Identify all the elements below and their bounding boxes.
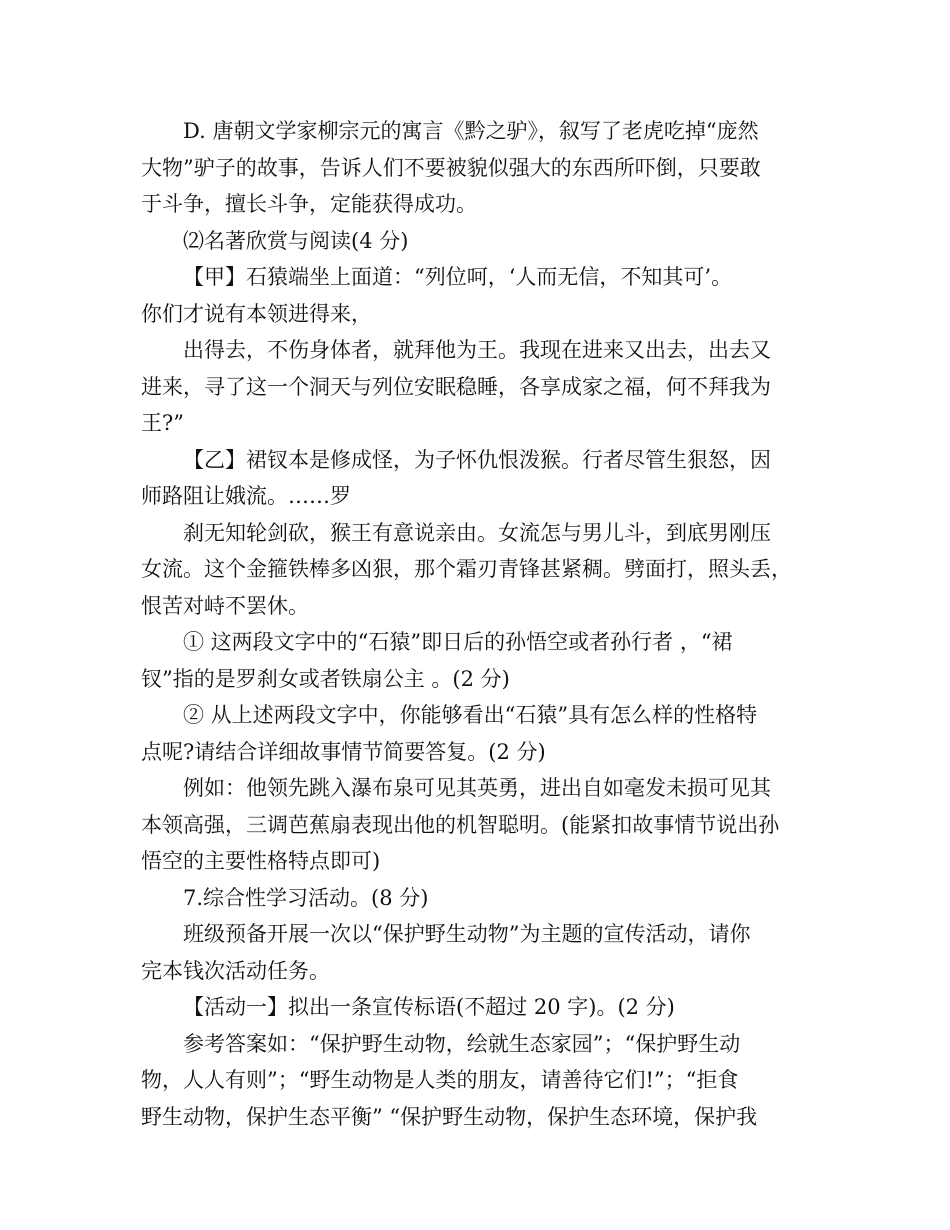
text-line: 物，人人有则”；“野生动物是人类的朋友，请善待它们!”；“拒食: [141, 1068, 739, 1092]
text-line: 于斗争，擅长斗争，定能获得成功。: [141, 192, 477, 216]
question-item: ① 这两段文字中的“石猿”即日后的孙悟空或者孙行者 ，“裙: [183, 630, 733, 654]
text-line: 你们才说有本领进得来，: [141, 301, 372, 326]
text-line: 班级预备开展一次以“保护野生动物”为主题的宣传活动，请你: [183, 922, 751, 946]
text-line: 刹无知轮剑砍，猴王有意说亲由。女流怎与男儿斗，到底男刚压: [183, 520, 771, 545]
text-line: 王?”: [141, 411, 184, 435]
text-line: 点呢?请结合详细故事情节简要答复。(2 分): [141, 739, 546, 764]
text-line: 进来，寻了这一个洞天与列位安眠稳睡，各享成家之福，何不拜我为: [141, 374, 771, 399]
text-line: D. 唐朝文学家柳宗元的寓言《黔之驴》，叙写了老虎吃掉“庞然: [183, 119, 759, 143]
document-body: [141, 113, 821, 1135]
text-line: 恨苦对峙不罢休。: [141, 593, 309, 618]
question-item: ② 从上述两段文字中，你能够看出“石猿”具有怎么样的性格特: [183, 703, 758, 727]
text-line: 野生动物，保护生态平衡” “保护野生动物，保护生态环境，保护我: [141, 1104, 758, 1129]
text-line: 【乙】裙钗本是修成怪，为子怀仇恨泼猴。行者尽管生狠怒，因: [183, 447, 771, 472]
text-line: 大物”驴子的故事，告诉人们不要被貌似强大的东西所吓倒，只要敢: [141, 155, 761, 180]
text-line: 完本钱次活动任务。: [141, 958, 330, 983]
section-heading: 7.综合性学习活动。(8 分): [183, 885, 429, 910]
section-heading: ⑵名著欣赏与阅读(4 分): [183, 228, 409, 253]
text-line: 女流。这个金箍铁棒多凶狠，那个霜刃青锋甚紧稠。劈面打，照头丢，: [141, 557, 792, 581]
activity-heading: 【活动一】拟出一条宣传标语(不超过 20 字)。(2 分): [183, 995, 675, 1019]
text-line: 悟空的主要性格特点即可): [141, 849, 381, 873]
text-line: 师路阻让娥流。……罗: [141, 484, 351, 508]
text-line: 本领高强，三调芭蕉扇表现出他的机智聪明。(能紧扣故事情节说出孙: [141, 812, 780, 837]
answer-line: 例如：他领先跳入瀑布泉可见其英勇，进出自如毫发未损可见其: [183, 776, 771, 800]
text-line: 【甲】石猿端坐上面道：“列位呵，‘人而无信，不知其可’。: [183, 265, 733, 289]
text-line: 钗”指的是罗刹女或者铁扇公主 。(2 分): [141, 666, 510, 691]
text-line: 出得去，不伤身体者，就拜他为王。我现在进来又出去，出去又: [183, 338, 771, 362]
answer-line: 参考答案如：“保护野生动物，绘就生态家园”；“保护野生动: [183, 1031, 741, 1056]
